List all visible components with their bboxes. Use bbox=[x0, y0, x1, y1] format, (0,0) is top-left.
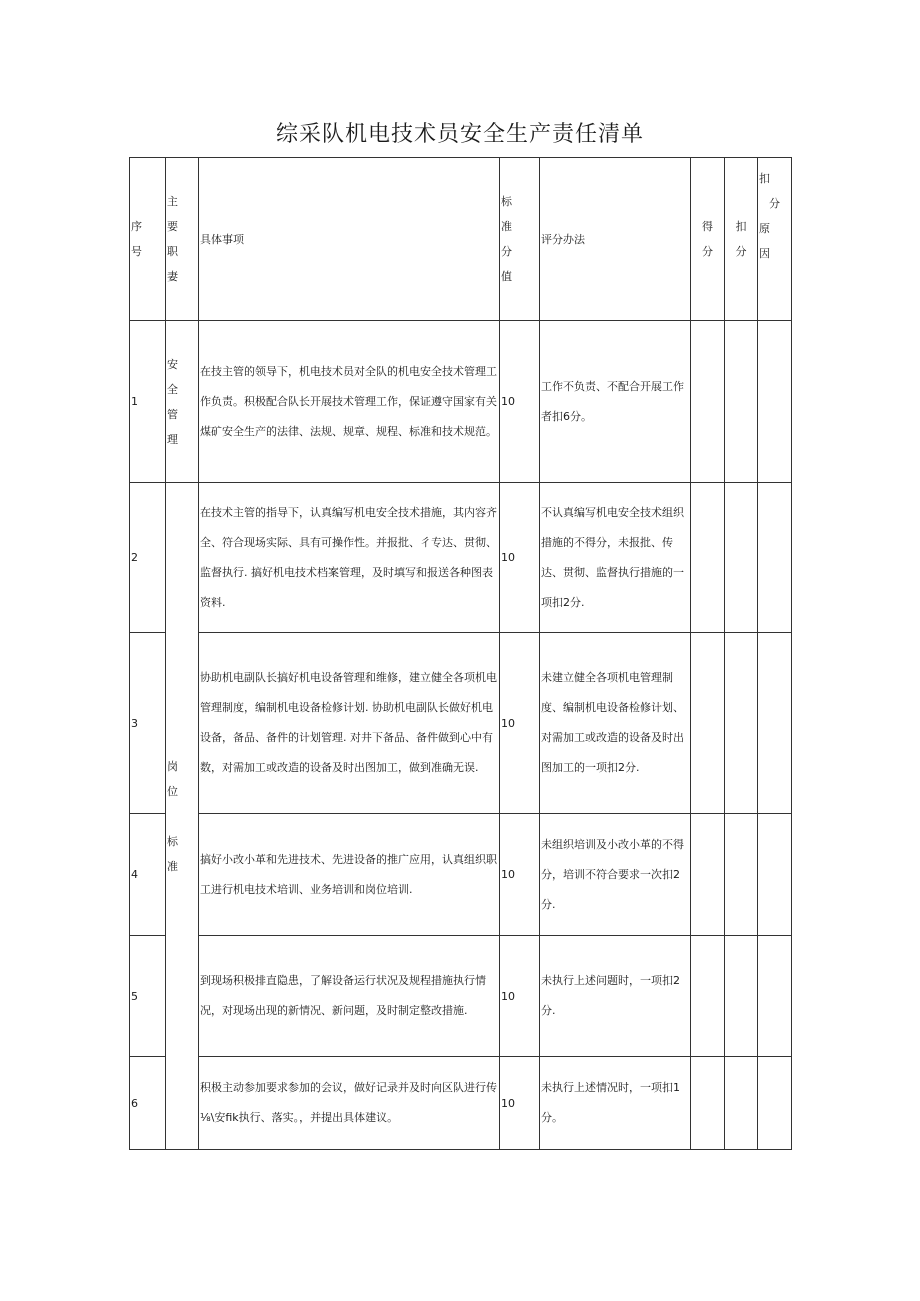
duty-group-safety: 安 全 管 理 bbox=[166, 321, 199, 483]
row-number: 3 bbox=[131, 716, 138, 730]
row-standard-score: 10 bbox=[501, 989, 515, 1003]
row-reason-cell bbox=[758, 321, 792, 483]
row-reason-cell bbox=[758, 1057, 792, 1150]
row-reason-cell bbox=[758, 633, 792, 814]
row-reason-cell bbox=[758, 814, 792, 936]
row-method: 工作不负责、不配合开展工作者扣6分。 bbox=[541, 379, 684, 423]
row-number: 4 bbox=[131, 868, 138, 881]
row-number: 2 bbox=[131, 551, 138, 564]
header-seq: 序 号 bbox=[130, 158, 166, 321]
row-standard-score: 10 bbox=[501, 395, 515, 408]
row-item: 积极主动参加要求参加的会议，做好记录并及时向区队进行传⅛\安fik执行、落实。，并提出具体建议。 bbox=[200, 1081, 497, 1124]
row-score-cell bbox=[691, 483, 725, 633]
row-standard-score: 10 bbox=[501, 716, 515, 730]
duty-group-post-standard: 岗 位 标 准 bbox=[166, 483, 199, 1150]
header-duty: 主 要 职 妻 bbox=[166, 158, 199, 321]
responsibility-table bbox=[129, 157, 792, 1150]
table-row bbox=[130, 1057, 792, 1150]
row-score-cell bbox=[691, 321, 725, 483]
table-row bbox=[130, 633, 792, 814]
row-reason-cell bbox=[758, 936, 792, 1057]
row-standard-score: 10 bbox=[501, 1096, 515, 1110]
row-method: 未执行上述问题时，一项扣2分. bbox=[541, 974, 680, 1017]
table-row bbox=[130, 321, 792, 483]
table-row bbox=[130, 814, 792, 936]
row-score-cell bbox=[691, 633, 725, 814]
row-number: 5 bbox=[131, 989, 138, 1003]
row-standard-score: 10 bbox=[501, 868, 515, 881]
row-method: 未执行上述情况时，一项扣1分。 bbox=[541, 1081, 680, 1124]
header-reason: 扣 分 原 因 bbox=[758, 158, 792, 321]
header-row bbox=[130, 158, 792, 321]
row-deduct-cell bbox=[725, 814, 758, 936]
row-number: 1 bbox=[131, 395, 138, 408]
row-deduct-cell bbox=[725, 483, 758, 633]
row-deduct-cell bbox=[725, 1057, 758, 1150]
header-standard-score: 标 准 分 值 bbox=[500, 158, 540, 321]
row-deduct-cell bbox=[725, 936, 758, 1057]
table-row bbox=[130, 936, 792, 1057]
row-item: 在技术主管的指导下，认真编写机电安全技术措施，其内容齐全、符合现场实际、具有可操作性。并报批、彳专达、贯彻、监督执行. 搞好机电技术档案管理，及时填写和报送各种图表资料. bbox=[200, 505, 497, 609]
header-score: 得 分 bbox=[691, 158, 725, 321]
row-score-cell bbox=[691, 814, 725, 936]
header-item: 具体事项 bbox=[199, 158, 500, 321]
row-method: 未建立健全各项机电管理制度、编制机电设备检修计划、对需加工或改造的设备及时出图加工的一项扣2分. bbox=[541, 671, 684, 774]
page-title: 综采队机电技术员安全生产责任清单 bbox=[275, 122, 644, 147]
row-item: 搞好小改小革和先进技术、先进设备的推广应用，认真组织职工进行机电技术培训、业务培训和岗位培训. bbox=[200, 852, 497, 896]
row-item: 在技主管的领导下，机电技术员对全队的机电安全技术管理工作负责。积极配合队长开展技术管理工作，保证遵守国家有关煤矿安全生产的法律、法规、规章、规程、标准和技术规范。 bbox=[200, 364, 497, 438]
row-number: 6 bbox=[131, 1096, 138, 1110]
header-method: 评分办法 bbox=[540, 158, 691, 321]
row-reason-cell bbox=[758, 483, 792, 633]
table-row bbox=[130, 483, 792, 633]
row-deduct-cell bbox=[725, 321, 758, 483]
row-method: 未组织培训及小改小革的不得分，培训不符合要求一次扣2分. bbox=[541, 837, 684, 911]
row-score-cell bbox=[691, 1057, 725, 1150]
row-deduct-cell bbox=[725, 633, 758, 814]
row-item: 协助机电副队长搞好机电设备管理和维修，建立健全各项机电管理制度，编制机电设备检修计划. 协助机电副队长做好机电设备，备品、备件的计划管理. 对井下备品、备件做到心中有数，对需加工或改造的设备及时出图加工，做到准确无误. bbox=[200, 671, 497, 774]
row-method: 不认真编写机电安全技术组织措施的不得分，未报批、传达、贯彻、监督执行措施的一项扣2分. bbox=[541, 505, 684, 609]
row-standard-score: 10 bbox=[501, 551, 515, 564]
row-score-cell bbox=[691, 936, 725, 1057]
row-item: 到现场积极排直隐患，了解设备运行状况及规程措施执行情况，对现场出现的新情况、新问题，及时制定整改措施. bbox=[200, 974, 486, 1017]
header-deduct: 扣 分 bbox=[725, 158, 758, 321]
